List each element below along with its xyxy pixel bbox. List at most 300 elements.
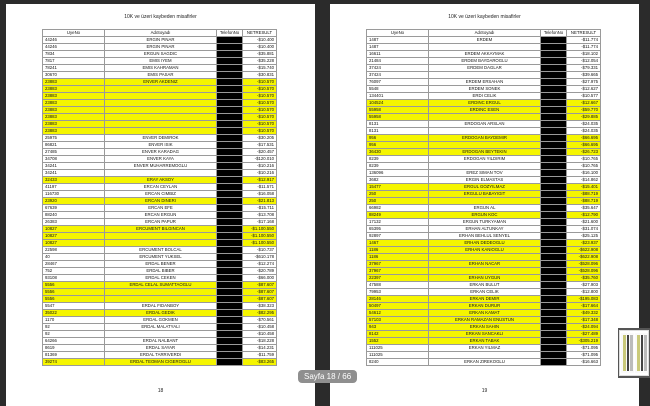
table-row: [43, 198, 277, 205]
cell-telefonno-redacted: [541, 93, 567, 100]
cell-telefonno-redacted: [217, 331, 243, 338]
cell-netresult: -$70.561: [243, 317, 277, 324]
cell-uyeno: 15477: [367, 184, 429, 191]
cell-adisoyadi: ERDAL CEKEN: [105, 275, 217, 282]
cell-netresult: -$25.125: [567, 233, 601, 240]
table-row: [367, 100, 601, 107]
cell-adisoyadi: ERCUMENT BOLCAL: [105, 247, 217, 254]
cell-netresult: -$14.862: [567, 177, 601, 184]
cell-telefonno-redacted: [217, 37, 243, 44]
cell-uyeno: 943: [367, 324, 429, 331]
page-title: 10K ve üzeri kaybeden misafirler: [124, 14, 197, 20]
cell-netresult: -$17.348: [567, 317, 601, 324]
table-row: [367, 184, 601, 191]
cell-adisoyadi: [105, 240, 217, 247]
cell-netresult: -$20.789: [243, 268, 277, 275]
cell-netresult: -$88.719: [567, 191, 601, 198]
table-row: [43, 114, 277, 121]
cell-telefonno-redacted: [541, 345, 567, 352]
cell-netresult: -$10.570: [243, 128, 277, 135]
cell-uyeno: 92897: [367, 233, 429, 240]
table-row: [367, 352, 601, 359]
cell-netresult: -$17.168: [243, 219, 277, 226]
cell-uyeno: 8239: [367, 163, 429, 170]
cell-telefonno-redacted: [541, 191, 567, 198]
cell-adisoyadi: [429, 142, 541, 149]
cell-uyeno: 10827: [43, 240, 105, 247]
cell-adisoyadi: ERDAL NALBANT: [105, 338, 217, 345]
cell-uyeno: 86821: [43, 142, 105, 149]
cell-netresult: -$15.401: [567, 184, 601, 191]
data-table: [366, 29, 601, 366]
table-row: [43, 65, 277, 72]
thumbnail-current-spread[interactable]: [619, 330, 649, 376]
cell-netresult: -$16.058: [243, 191, 277, 198]
cell-netresult: -$10.458: [243, 331, 277, 338]
table-row: [43, 156, 277, 163]
cell-uyeno: 34708: [43, 156, 105, 163]
cell-uyeno: 35022: [43, 310, 105, 317]
cell-uyeno: 79953: [367, 289, 429, 296]
cell-adisoyadi: [105, 128, 217, 135]
table-row: [367, 65, 601, 72]
cell-adisoyadi: ERCAN EFE: [105, 205, 217, 212]
cell-uyeno: 1170: [43, 317, 105, 324]
table-row: [43, 345, 277, 352]
cell-telefonno-redacted: [217, 163, 243, 170]
cell-telefonno-redacted: [217, 86, 243, 93]
cell-netresult: -$12.054: [567, 58, 601, 65]
cell-uyeno: 23883: [43, 93, 105, 100]
cell-telefonno-redacted: [217, 58, 243, 65]
cell-telefonno-redacted: [541, 163, 567, 170]
cell-uyeno: 7834: [43, 51, 105, 58]
cell-telefonno-redacted: [217, 254, 243, 261]
table-row: [43, 338, 277, 345]
cell-netresult: -$12.274: [243, 261, 277, 268]
cell-telefonno-redacted: [217, 51, 243, 58]
cell-netresult: -$24.035: [567, 121, 601, 128]
cell-telefonno-redacted: [541, 261, 567, 268]
cell-uyeno: 44246: [43, 37, 105, 44]
cell-netresult: -$87.607: [243, 282, 277, 289]
cell-adisoyadi: EMIS IYEM: [105, 58, 217, 65]
table-row: [367, 114, 601, 121]
cell-adisoyadi: ERKAN RAMAZAN ENUSTUN: [429, 317, 541, 324]
cell-netresult: -$23.937: [567, 240, 601, 247]
cell-adisoyadi: [105, 93, 217, 100]
cell-telefonno-redacted: [217, 44, 243, 51]
cell-netresult: -$87.607: [243, 296, 277, 303]
cell-telefonno-redacted: [541, 303, 567, 310]
cell-uyeno: 28146: [367, 296, 429, 303]
table-row: [43, 317, 277, 324]
cell-adisoyadi: ERGUL GOZYILMAZ: [429, 184, 541, 191]
cell-telefonno-redacted: [541, 114, 567, 121]
table-row: [367, 128, 601, 135]
cell-netresult: -$610.178: [243, 254, 277, 261]
cell-netresult: -$66.695: [567, 142, 601, 149]
cell-uyeno: 1467: [367, 240, 429, 247]
cell-telefonno-redacted: [541, 156, 567, 163]
cell-adisoyadi: ERDI CELIK: [429, 93, 541, 100]
cell-uyeno: 23883: [43, 114, 105, 121]
cell-netresult: -$29.885: [567, 114, 601, 121]
cell-uyeno: 25975: [43, 135, 105, 142]
table-row: [43, 86, 277, 93]
cell-netresult: -$10.400: [243, 44, 277, 51]
cell-adisoyadi: ERKAN BULUT: [429, 282, 541, 289]
cell-uyeno: 37967: [367, 268, 429, 275]
cell-adisoyadi: ERKAN TABAK: [429, 338, 541, 345]
table-row: [43, 247, 277, 254]
table-row: [367, 268, 601, 275]
cell-netresult: -$71.095: [567, 345, 601, 352]
cell-uyeno: 1487: [367, 37, 429, 44]
cell-uyeno: 37424: [367, 72, 429, 79]
cell-netresult: -$10.570: [243, 86, 277, 93]
cell-netresult: -$38.323: [243, 303, 277, 310]
cell-telefonno-redacted: [217, 156, 243, 163]
cell-uyeno: 37967: [367, 261, 429, 268]
table-row: [367, 79, 601, 86]
cell-netresult: -$30.205: [243, 135, 277, 142]
table-row: [43, 282, 277, 289]
table-row: [43, 177, 277, 184]
cell-netresult: -$18.102: [567, 51, 601, 58]
cell-netresult: -$71.095: [567, 352, 601, 359]
cell-uyeno: 23883: [43, 128, 105, 135]
cell-adisoyadi: [429, 163, 541, 170]
table-row: [43, 37, 277, 44]
header-adisoyadi: AdıSoyadı: [429, 30, 541, 37]
cell-telefonno-redacted: [541, 324, 567, 331]
table-row: [367, 303, 601, 310]
table-row: [367, 156, 601, 163]
cell-netresult: -$24.035: [567, 128, 601, 135]
cell-uyeno: 23883: [43, 100, 105, 107]
cell-uyeno: 5556: [43, 296, 105, 303]
cell-netresult: -$11.774: [567, 44, 601, 51]
cell-telefonno-redacted: [217, 352, 243, 359]
table-row: [43, 212, 277, 219]
cell-adisoyadi: [429, 44, 541, 51]
cell-telefonno-redacted: [541, 170, 567, 177]
table-row: [43, 261, 277, 268]
cell-netresult: -$10.400: [243, 37, 277, 44]
cell-netresult: -$528.096: [567, 261, 601, 268]
cell-uyeno: 5547: [43, 303, 105, 310]
cell-netresult: -$15.711: [243, 205, 277, 212]
cell-netresult: -$12.800: [567, 289, 601, 296]
cell-telefonno-redacted: [217, 177, 243, 184]
cell-netresult: -$30.831: [243, 72, 277, 79]
cell-netresult: -$21.813: [243, 198, 277, 205]
table-row: [367, 219, 601, 226]
cell-netresult: -$66.695: [567, 135, 601, 142]
cell-uyeno: 5556: [43, 282, 105, 289]
cell-uyeno: 93108: [43, 275, 105, 282]
data-table: [42, 29, 277, 366]
cell-adisoyadi: ERDAL BENER: [105, 261, 217, 268]
cell-uyeno: 22397: [367, 275, 429, 282]
cell-adisoyadi: [105, 331, 217, 338]
cell-telefonno-redacted: [217, 289, 243, 296]
cell-adisoyadi: ERGIN PINAR: [105, 44, 217, 51]
header-uyeno: UyeNo: [367, 30, 429, 37]
table-row: [367, 296, 601, 303]
cell-telefonno-redacted: [541, 121, 567, 128]
cell-telefonno-redacted: [217, 170, 243, 177]
cell-adisoyadi: ERKAN DURUR: [429, 303, 541, 310]
cell-adisoyadi: ERDOGAN YILDIRIM: [429, 156, 541, 163]
table-row: [43, 51, 277, 58]
cell-telefonno-redacted: [217, 310, 243, 317]
cell-telefonno-redacted: [541, 79, 567, 86]
table-body: [43, 37, 277, 366]
cell-uyeno: 55958: [367, 114, 429, 121]
cell-telefonno-redacted: [541, 128, 567, 135]
cell-telefonno-redacted: [217, 93, 243, 100]
table-row: [43, 170, 277, 177]
table-row: [367, 142, 601, 149]
cell-uyeno: 10827: [43, 226, 105, 233]
cell-uyeno: 92: [43, 324, 105, 331]
cell-netresult: -$11.774: [567, 37, 601, 44]
cell-telefonno-redacted: [217, 226, 243, 233]
cell-adisoyadi: ERGUN SAGDIC: [105, 51, 217, 58]
cell-adisoyadi: ERDEM AKKAYMAK: [429, 51, 541, 58]
cell-adisoyadi: ERDEM ERSAHAN: [429, 79, 541, 86]
cell-telefonno-redacted: [217, 275, 243, 282]
cell-telefonno-redacted: [541, 107, 567, 114]
table-row: [43, 72, 277, 79]
cell-telefonno-redacted: [541, 72, 567, 79]
document-page-right: [330, 4, 639, 406]
cell-uyeno: 8619: [43, 345, 105, 352]
cell-telefonno-redacted: [217, 135, 243, 142]
cell-netresult: -$17.531: [243, 142, 277, 149]
cell-netresult: -$10.765: [567, 156, 601, 163]
cell-adisoyadi: [105, 296, 217, 303]
cell-telefonno-redacted: [541, 184, 567, 191]
cell-adisoyadi: EMIS KAHRAMAN: [105, 65, 217, 72]
table-row: [367, 275, 601, 282]
cell-netresult: -$10.765: [567, 163, 601, 170]
cell-adisoyadi: ERDAL TEOMAN CIGEROGLU: [105, 359, 217, 366]
page-title: 10K ve üzeri kaybeden misafirler: [448, 14, 521, 20]
cell-uyeno: 54612: [367, 310, 429, 317]
cell-adisoyadi: ERHAN ALTUNKAY: [429, 226, 541, 233]
cell-adisoyadi: ERGIN ELMASTAS: [429, 177, 541, 184]
cell-netresult: -$88.719: [567, 198, 601, 205]
cell-adisoyadi: [429, 198, 541, 205]
cell-netresult: -$26.723: [567, 149, 601, 156]
cell-netresult: -$1.100.550: [243, 240, 277, 247]
cell-telefonno-redacted: [217, 219, 243, 226]
cell-adisoyadi: [429, 352, 541, 359]
cell-uyeno: 5548: [367, 86, 429, 93]
header-telefonno: TelefonNo: [217, 30, 243, 37]
page-number: 18: [157, 388, 164, 394]
table-row: [367, 107, 601, 114]
cell-telefonno-redacted: [541, 86, 567, 93]
table-row: [43, 296, 277, 303]
cell-adisoyadi: ERKAN KAMAT: [429, 310, 541, 317]
cell-telefonno-redacted: [541, 142, 567, 149]
cell-netresult: -$20.457: [243, 149, 277, 156]
table-row: [43, 233, 277, 240]
cell-adisoyadi: ERDOGAN ARSLAN: [429, 121, 541, 128]
cell-uyeno: 8131: [367, 121, 429, 128]
cell-netresult: -$10.570: [243, 79, 277, 86]
cell-netresult: -$10.570: [243, 93, 277, 100]
table-row: [43, 58, 277, 65]
cell-adisoyadi: ERKAN ZIREKOGLU: [429, 359, 541, 366]
cell-uyeno: 7817: [43, 58, 105, 65]
cell-adisoyadi: ERDOGAN BEYTEKIN: [429, 149, 541, 156]
cell-uyeno: 23883: [43, 86, 105, 93]
thumbnail-strip[interactable]: [618, 328, 650, 378]
cell-telefonno-redacted: [541, 100, 567, 107]
cell-uyeno: 250: [367, 198, 429, 205]
cell-telefonno-redacted: [541, 317, 567, 324]
cell-telefonno-redacted: [541, 338, 567, 345]
cell-uyeno: 64266: [43, 338, 105, 345]
cell-telefonno-redacted: [541, 226, 567, 233]
table-row: [367, 37, 601, 44]
cell-uyeno: 8239: [367, 156, 429, 163]
table-row: [367, 135, 601, 142]
cell-adisoyadi: [429, 72, 541, 79]
cell-uyeno: 16611: [367, 51, 429, 58]
cell-telefonno-redacted: [541, 58, 567, 65]
cell-netresult: -$12.627: [567, 86, 601, 93]
document-page-left: [6, 4, 315, 406]
cell-adisoyadi: ERCAN ERGUN: [105, 212, 217, 219]
table-row: [43, 79, 277, 86]
cell-uyeno: 44246: [43, 44, 105, 51]
cell-adisoyadi: ERHAN BEHLUL SENYEL: [429, 233, 541, 240]
cell-telefonno-redacted: [541, 198, 567, 205]
table-row: [43, 128, 277, 135]
cell-telefonno-redacted: [541, 296, 567, 303]
table-header-row: [367, 30, 601, 37]
cell-adisoyadi: ERDINC ERGUL: [429, 100, 541, 107]
table-row: [367, 44, 601, 51]
cell-netresult: -$14.231: [243, 345, 277, 352]
table-row: [43, 107, 277, 114]
cell-netresult: -$83.265: [243, 359, 277, 366]
cell-adisoyadi: ERDAL BIBER: [105, 268, 217, 275]
cell-telefonno-redacted: [217, 317, 243, 324]
cell-telefonno-redacted: [541, 289, 567, 296]
cell-telefonno-redacted: [217, 149, 243, 156]
table-row: [367, 331, 601, 338]
table-row: [43, 163, 277, 170]
cell-uyeno: 41197: [43, 184, 105, 191]
cell-uyeno: 3682: [367, 177, 429, 184]
cell-telefonno-redacted: [217, 233, 243, 240]
cell-uyeno: 956: [367, 142, 429, 149]
cell-netresult: -$12.790: [567, 212, 601, 219]
cell-adisoyadi: ERKAN DEMIR: [429, 296, 541, 303]
table-row: [43, 240, 277, 247]
table-row: [43, 149, 277, 156]
cell-adisoyadi: ERDAL SAYAR: [105, 345, 217, 352]
cell-uyeno: 65395: [367, 226, 429, 233]
cell-telefonno-redacted: [541, 282, 567, 289]
cell-adisoyadi: [105, 289, 217, 296]
cell-adisoyadi: [429, 114, 541, 121]
cell-netresult: -$305.219: [567, 338, 601, 345]
cell-adisoyadi: ERGUN AL: [429, 205, 541, 212]
cell-adisoyadi: [105, 107, 217, 114]
cell-adisoyadi: ERHAN UYGUN: [429, 275, 541, 282]
cell-uyeno: 34241: [43, 163, 105, 170]
cell-netresult: -$27.489: [567, 331, 601, 338]
cell-adisoyadi: ENVER ISIK: [105, 142, 217, 149]
cell-uyeno: 752: [43, 268, 105, 275]
header-uyeno: UyeNo: [43, 30, 105, 37]
table-header-row: [43, 30, 277, 37]
table-row: [43, 93, 277, 100]
cell-adisoyadi: ERDINC ESEN: [429, 107, 541, 114]
table-row: [43, 142, 277, 149]
cell-adisoyadi: ERGULU BABAYIGIT: [429, 191, 541, 198]
cell-uyeno: 55958: [367, 107, 429, 114]
table-row: [367, 254, 601, 261]
cell-uyeno: 23920: [43, 198, 105, 205]
header-netresult: NETRESULT: [567, 30, 601, 37]
table-row: [43, 226, 277, 233]
cell-netresult: -$79.331: [567, 65, 601, 72]
cell-adisoyadi: ERKAN SAHIN: [429, 324, 541, 331]
page-indicator: Sayfa 18 / 66: [298, 370, 357, 383]
table-row: [43, 324, 277, 331]
table-row: [43, 135, 277, 142]
cell-adisoyadi: ERDAL CELAL SUMATTAOGLU: [105, 282, 217, 289]
header-telefonno: TelefonNo: [541, 30, 567, 37]
cell-uyeno: 5556: [43, 289, 105, 296]
cell-netresult: -$10.570: [243, 121, 277, 128]
table-row: [43, 303, 277, 310]
table-row: [43, 352, 277, 359]
header-netresult: NETRESULT: [243, 30, 277, 37]
cell-uyeno: 956: [367, 135, 429, 142]
table-row: [43, 205, 277, 212]
cell-telefonno-redacted: [217, 212, 243, 219]
cell-adisoyadi: ERHAN DEDEOGLU: [429, 240, 541, 247]
table-row: [367, 240, 601, 247]
cell-netresult: -$21.600: [567, 219, 601, 226]
cell-telefonno-redacted: [217, 205, 243, 212]
cell-netresult: -$10.216: [243, 170, 277, 177]
cell-netresult: -$10.577: [567, 93, 601, 100]
cell-netresult: -$622.908: [567, 254, 601, 261]
cell-netresult: -$1.100.550: [243, 226, 277, 233]
cell-netresult: -$39.665: [567, 72, 601, 79]
cell-netresult: -$66.000: [243, 275, 277, 282]
cell-netresult: -$622.908: [567, 247, 601, 254]
table-row: [367, 289, 601, 296]
cell-netresult: -$10.737: [243, 247, 277, 254]
table-row: [43, 254, 277, 261]
cell-uyeno: 250: [367, 191, 429, 198]
table-row: [367, 121, 601, 128]
cell-telefonno-redacted: [541, 219, 567, 226]
table-row: [367, 149, 601, 156]
